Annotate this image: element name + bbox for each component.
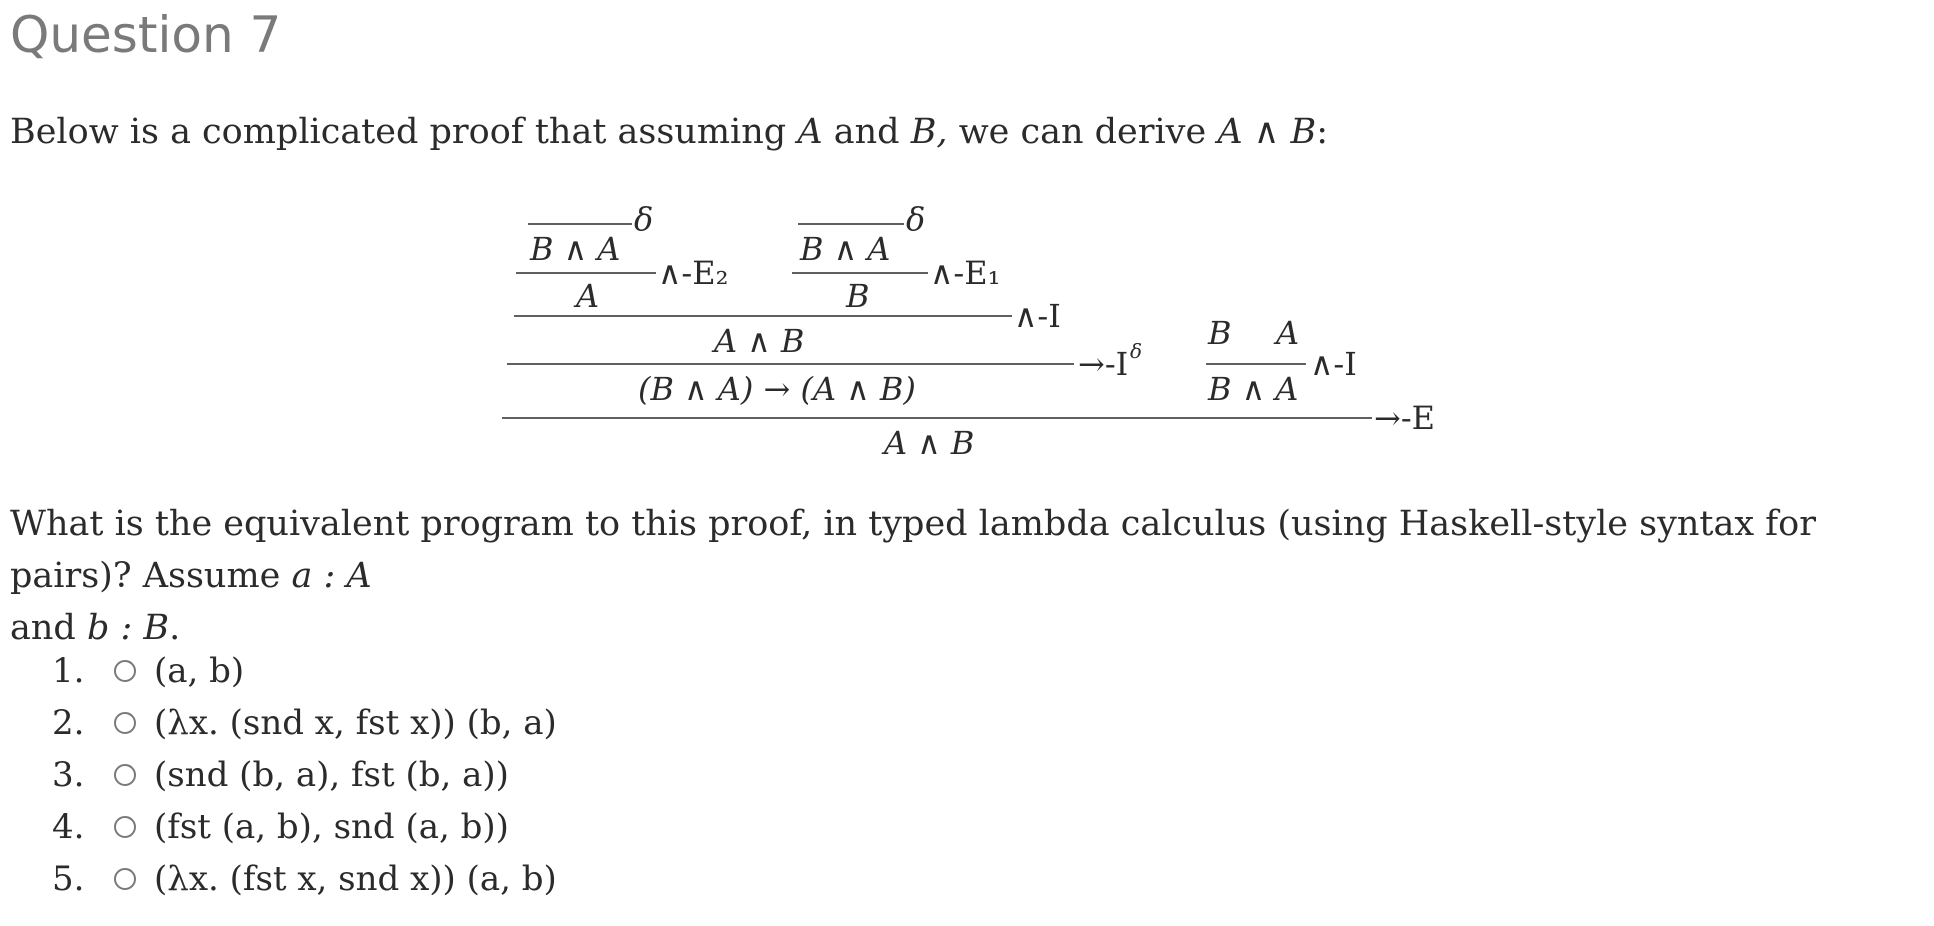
- option-text: (snd (b, a), fst (b, a)): [154, 755, 509, 795]
- question-title: Question 7: [10, 6, 282, 64]
- option-3[interactable]: [52, 749, 557, 801]
- option-text: (fst (a, b), snd (a, b)): [154, 807, 509, 847]
- proof-conclusion-b: B: [846, 277, 870, 315]
- question-type-a: a : A: [291, 556, 372, 596]
- proof-rule-impl-intro-sup: δ: [1130, 339, 1143, 363]
- proof-delta-2: δ: [906, 200, 926, 238]
- proof-rule-e1: ∧-E₁: [930, 254, 1001, 292]
- proof-rule-e2: ∧-E₂: [658, 254, 729, 292]
- option-1[interactable]: [52, 645, 557, 697]
- proof-tree-svg: [0, 200, 1934, 480]
- proof-formula-ba-2: B ∧ A: [800, 230, 891, 268]
- option-text: (a, b): [154, 651, 245, 691]
- intro-text-before: Below is a complicated proof that assuming: [10, 112, 787, 152]
- question-text: [10, 498, 1925, 654]
- proof-rule-impl-elim: →-E: [1374, 399, 1435, 437]
- option-5[interactable]: [52, 853, 557, 905]
- option-number: 5.: [52, 859, 85, 899]
- radio-button-2[interactable]: [114, 712, 136, 734]
- proof-rule-and-intro: ∧-I: [1014, 297, 1061, 335]
- intro-and: and: [833, 112, 900, 152]
- question-type-b: b : B: [86, 608, 170, 648]
- radio-button-1[interactable]: [114, 660, 136, 682]
- proof-tree: [0, 200, 1934, 480]
- proof-final-conclusion: A ∧ B: [884, 424, 975, 462]
- intro-colon: :: [1316, 112, 1328, 152]
- proof-formula-ba-1: B ∧ A: [530, 230, 621, 268]
- question-line1: What is the equivalent program to this proof, in typed lambda calculus (using Haskell-style syntax for pairs)? Assume: [10, 504, 1816, 596]
- proof-conclusion-b-and-a: B ∧ A: [1208, 370, 1299, 408]
- question-and: and: [10, 608, 76, 648]
- option-number: 2.: [52, 703, 85, 743]
- option-text: (λx. (snd x, fst x)) (b, a): [154, 703, 557, 743]
- radio-button-4[interactable]: [114, 816, 136, 838]
- proof-premise-a: A: [1276, 314, 1300, 352]
- proof-rule-impl-intro: →-I: [1078, 345, 1129, 383]
- intro-var-b: B,: [910, 112, 948, 152]
- intro-text-mid: we can derive: [958, 112, 1207, 152]
- option-number: 1.: [52, 651, 85, 691]
- radio-button-5[interactable]: [114, 868, 136, 890]
- proof-rule-right-and-intro: ∧-I: [1310, 345, 1357, 383]
- proof-conclusion-implication: (B ∧ A) → (A ∧ B): [638, 370, 916, 408]
- proof-conclusion-a-and-b: A ∧ B: [714, 322, 805, 360]
- proof-conclusion-a: A: [576, 277, 600, 315]
- intro-formula: A ∧ B: [1217, 112, 1317, 152]
- option-number: 3.: [52, 755, 85, 795]
- intro-var-a: A: [797, 112, 823, 152]
- answer-options: [52, 645, 557, 905]
- radio-button-3[interactable]: [114, 764, 136, 786]
- option-4[interactable]: [52, 801, 557, 853]
- option-text: (λx. (fst x, snd x)) (a, b): [154, 859, 557, 899]
- proof-delta-1: δ: [634, 200, 654, 238]
- option-2[interactable]: [52, 697, 557, 749]
- question-end: .: [169, 608, 181, 648]
- question-intro: [10, 112, 1328, 152]
- proof-premise-b: B: [1208, 314, 1232, 352]
- option-number: 4.: [52, 807, 85, 847]
